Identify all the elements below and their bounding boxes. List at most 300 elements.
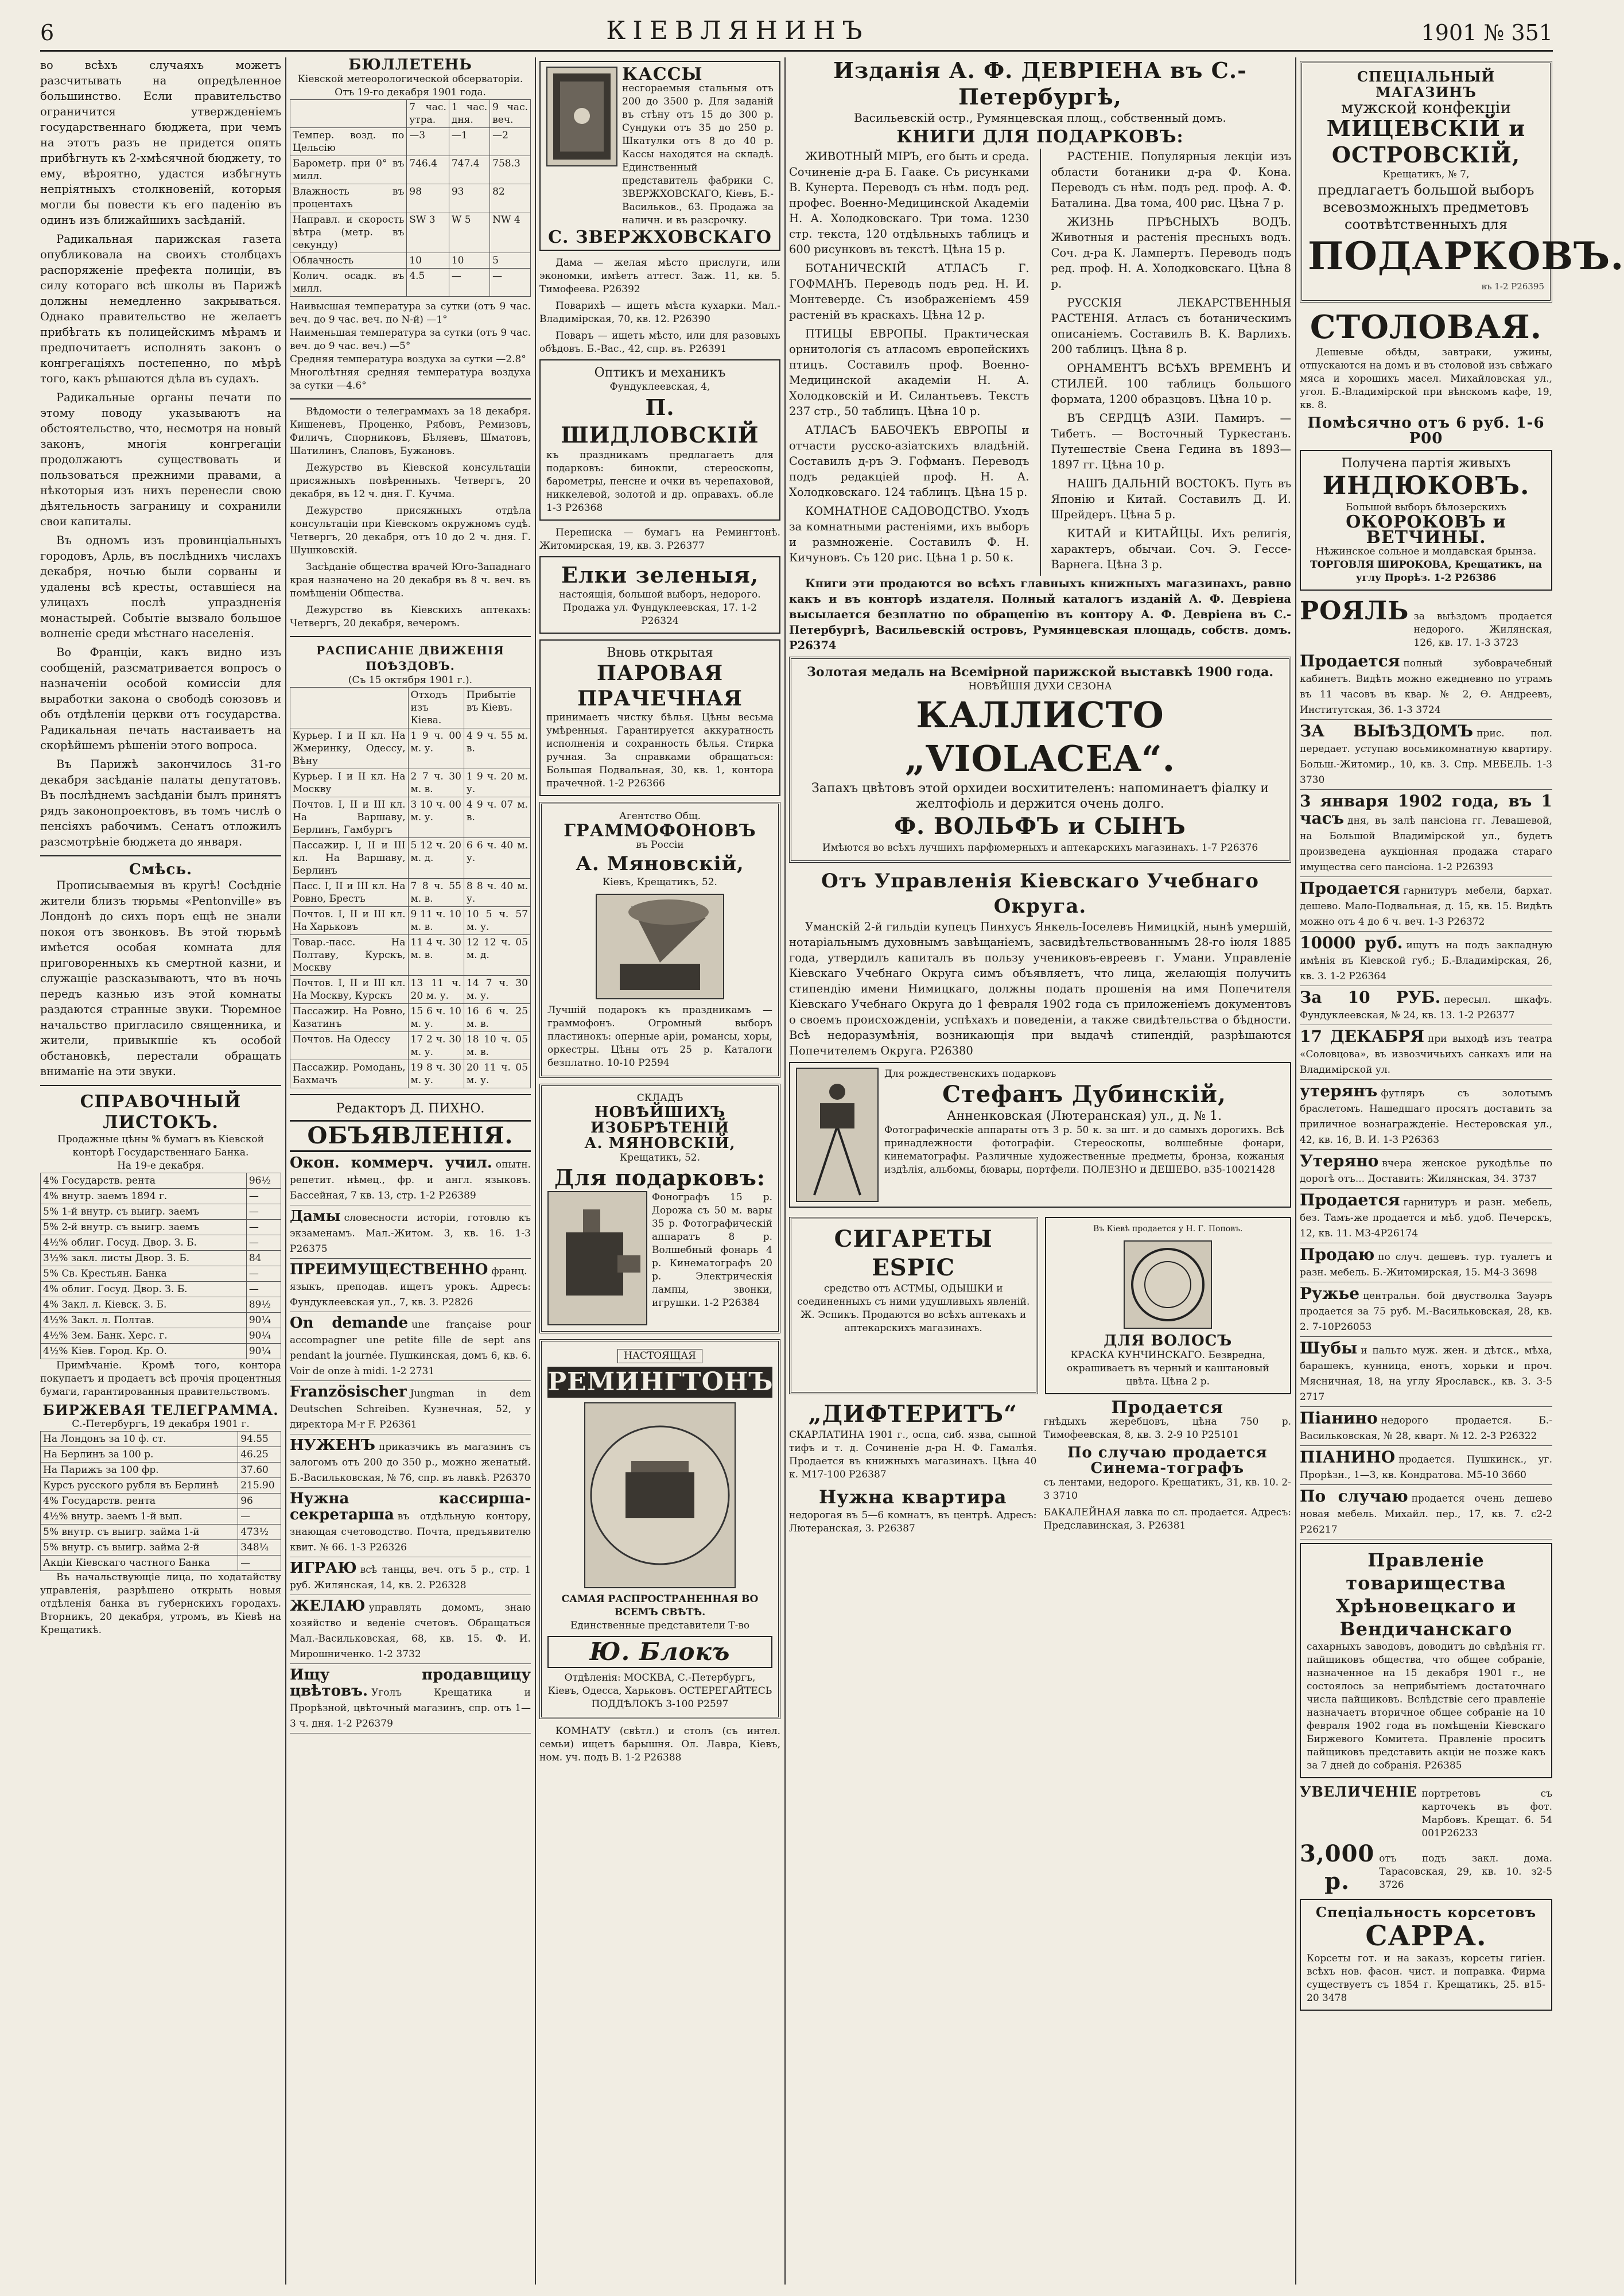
weather-parameter: Влажность въ процентахъ (290, 184, 407, 212)
quote-security: 5% 2-й внутр. съ выигр. заемъ (41, 1220, 247, 1235)
train-row (290, 769, 531, 797)
train-route: Товар.-пасс. На Полтаву, Курскъ, Москву (290, 935, 409, 976)
ad-remington-text: Единственные представители Т-во (570, 1620, 750, 1631)
classified-text: центральн. бой двустволка Зауэръ продается за 75 руб. М.-Васильковская, 28, кв. 2. 7-10P26053 (1300, 1290, 1552, 1333)
classified-text: приказчикъ въ магазинъ съ залогомъ отъ 200 до 350 р., можно женатый. Б.-Васильковская, № 76, спр. въ лавкѣ. P26370 (290, 1441, 531, 1484)
weather-row (290, 212, 531, 253)
classified-heading: Окон. коммерч. учил. (290, 1154, 492, 1172)
bulletin-heading: БЮЛЛЕТЕНЬ (348, 56, 472, 73)
train-route: Пасс. I, II и III кл. На Ровно, Брестъ (290, 879, 409, 907)
weather-col-header: 9 час. веч. (490, 100, 531, 128)
ad-canteen-text: Дешевые обѣды, завтраки, ужины, отпускаются на домъ и въ столовой изъ свѣжаго мяса и хорошихъ масел. Михайловская ул., угол. Б.-Владимірской при вѣнскомъ кафе, 19, кв. 8. (1300, 347, 1552, 411)
train-departure: 11 4 ч. 30 м. в. (408, 935, 464, 976)
column-1 (40, 57, 281, 2285)
quote-row (41, 1173, 281, 1189)
train-row (290, 1060, 531, 1088)
ad-menswear (1300, 61, 1624, 302)
classified-heading: Утеряно (1300, 1151, 1379, 1170)
devrien-footer: Книги эти продаются во всѣхъ главныхъ книжныхъ магазинахъ, равно какъ и въ конторѣ издателя. Полный каталогъ изданій А. Ф. Девріена высылается безплатно по обращенію въ контору А. Ф. Девріена въ С.-Петербургѣ, Васильевскій островъ, Румянцевская площадь, собств. домъ. P26374 (789, 577, 1291, 652)
column-4 (789, 57, 1291, 2285)
article-paragraph: Радикальные органы печати по этому поводу указываютъ на обстоятельство, что, несмотря на новый законъ, многія конгрегаціи продолжаютъ существовать и пользоваться прежними правами, а нѣкоторыя изъ нихъ перенесли свою дѣятельность заграницу и сохранили свои капиталы. (40, 391, 281, 528)
classified-ad (1300, 990, 1552, 1025)
book-entry: ЖИВОТНЫЙ МІРЪ, его быть и среда. Сочиненіе д-ра Б. Гааке. Съ рисунками В. Кунерта. Переводъ съ нѣм. подъ ред. профес. Военно-Медицинской Академіи Н. А. Холодковскаго. Три тома. 1230 стр. текста, 120 отдѣльныхъ таблицъ и 600 рисунковъ въ текстѣ. Цѣна 15 р. (789, 150, 1029, 256)
quotes-table (40, 1173, 281, 1359)
classified-ad (1300, 1488, 1552, 1539)
weather-note: Многолѣтняя средняя температура воздуха за сутки —4.6° (290, 367, 531, 391)
quote-price: — (246, 1235, 281, 1251)
ad-remington-sub: САМАЯ РАСПРОСТРАНЕННАЯ ВО ВСЕМЪ СВѢТѢ. (561, 1593, 759, 1618)
gramophone-illustration (596, 894, 724, 999)
telegram-value: 37.60 (238, 1463, 281, 1478)
weather-parameter: Колич. осадк. въ милл. (290, 269, 407, 297)
classified-heading: ЖЕЛАЮ (290, 1597, 366, 1615)
divider (40, 1085, 281, 1086)
ad-menswear-offer: предлагаетъ большой выборъ всевозможныхъ предметовъ соотвѣтственныхъ для (1318, 182, 1534, 232)
train-row (290, 728, 531, 769)
train-arrival: 10 5 ч. 57 м. у. (464, 907, 530, 935)
ad-cook-woman: Поварихѣ — ищетъ мѣста кухарки. Мал.-Владимірская, 70, кв. 12. P26390 (539, 300, 780, 325)
quote-price: — (246, 1189, 281, 1204)
quote-row (41, 1297, 281, 1313)
ad-gramophone (539, 802, 780, 1078)
article-paragraph: Во Франціи, какъ видно изъ сообщеній, разсматривается вопросъ о назначеніи особой комиссіи для выработки закона о свободѣ союзовъ и объ отдѣленіи церкви отъ государства. Радикальная печать настаиваетъ на скорѣйшемъ рѣшеніи этого вопроса. (40, 646, 281, 752)
telegram-row (41, 1432, 281, 1447)
train-departure: 3 10 ч. 00 м. у. (408, 797, 464, 838)
quote-row (41, 1204, 281, 1220)
train-schedule-subtitle: (Съ 15 октября 1901 г.). (348, 674, 473, 686)
ad-canteen-title: СТОЛОВАЯ. (1310, 308, 1543, 346)
divider (40, 855, 281, 856)
classified-ad (1300, 653, 1552, 720)
ad-horses-text: гнѣдыхъ жеребцовъ, цѣна 750 р. Тимофеевская, 8, кв. 3. 2-9 10 P25101 (1043, 1416, 1291, 1441)
classified-heading: ИГРАЮ (290, 1560, 357, 1577)
classified-heading: По случаю (1300, 1487, 1408, 1506)
telegram-row (41, 1494, 281, 1509)
misc-heading: Смѣсь. (129, 861, 193, 878)
ad-typing: Переписка — бумагъ на Ремингтонѣ. Житомирская, 19, кв. 3. P26377 (539, 527, 780, 552)
ad-trees-title: Елки зеленыя, (561, 562, 759, 588)
quote-price: 90¼ (246, 1313, 281, 1328)
column-rule (784, 57, 786, 2285)
ad-shirokov: ТОРГОВЛЯ ШИРОКОВА, Крещатикъ, на углу Прорѣз. 1-2 P26386 (1310, 559, 1542, 584)
ad-safes-text: несгораемыя стальныя отъ 200 до 3500 р. Для заданій въ стѣну отъ 15 до 300 р. Сундуки отъ 35 до 250 р. Шкатулки отъ 8 до 40 р. Кассы находятся на складѣ. Единственный представитель фабрики С. ЗВЕРЖХОВСКАГО, Кіевъ, Б.-Васильков., 63. Продажа за наличн. и въ разсрочку. (622, 83, 774, 226)
quote-security: 3½% закл. листы Двор. З. Б. (41, 1251, 247, 1266)
weather-value: NW 4 (490, 212, 531, 253)
classified-ad (1300, 793, 1552, 877)
classified-text: футляръ съ золотымъ браслетомъ. Нашедшаго просятъ доставить за приличное вознагражденіе. Нестеровская ул., 42, кв. 16, В. И. 1-3 P26363 (1300, 1088, 1552, 1146)
classified-heading: утерянъ (1300, 1081, 1378, 1100)
classified-text: всѣ танцы, веч. отъ 5 р., стр. 1 руб. Жилянская, 14, кв. 2. P26328 (290, 1564, 531, 1591)
weather-value: —1 (449, 128, 489, 156)
ad-menswear-run: въ 1-2 P26395 (1481, 281, 1544, 292)
classified-heading: 10000 руб. (1300, 933, 1403, 952)
train-route: Почтов. I, II и III кл. На Москву, Курскъ (290, 976, 409, 1004)
classified-heading: Ружье (1300, 1284, 1360, 1303)
telegram-value: 94.55 (238, 1432, 281, 1447)
train-arrival: 14 7 ч. 30 м. у. (464, 976, 530, 1004)
ad-safes-title: КАССЫ (622, 64, 703, 84)
column-rule (285, 57, 286, 2285)
classified-text: опытн. репетит. нѣмец., фр. и англ. языковъ. Бассейная, 7 кв. 13, стр. 1-2 P26389 (290, 1159, 531, 1201)
weather-parameter: Облачность (290, 253, 407, 269)
train-arrival: 1 9 ч. 20 м. у. (464, 769, 530, 797)
classified-text: словесности исторіи, готовлю къ экзаменамъ. Мал.-Житом. 3, кв. 16. 1-3 P26375 (290, 1212, 531, 1255)
notice-item: Вѣдомости о телеграммахъ за 18 декабря. Кишеневъ, Проценко, Рябовъ, Ремизовъ, Филичъ, Спорниковъ, Бѣляевъ, Шматовъ, Шатилинъ, Слаповъ, Бужановъ. (290, 406, 531, 457)
classified-text: дня, въ залѣ пансіона гг. Левашевой, на Большой Владимірской ул., будетъ произведена аукціонная продажа стараго имущества сего пансіона. 1-2 P26393 (1300, 815, 1552, 873)
divider (290, 1094, 531, 1095)
notice-item: Дежурство присяжныхъ отдѣла консультаціи при Кіевскомъ окружномъ судѣ. Четвергъ, 20 декабря, отъ 10 до 2 ч. дня. Г. Шушковскій. (290, 505, 531, 556)
article-paragraph: Въ Парижѣ закончилось 31-го декабря засѣданіе палаты депутатовъ. Въ послѣднемъ засѣданіи былъ принятъ рядъ законопроектовъ, въ томъ числѣ о пенсіяхъ рабочимъ. Сенатъ отложилъ разсмотрѣніе бюджета до января. (40, 758, 281, 848)
quote-row (41, 1266, 281, 1282)
ad-hams-title: ОКОРОКОВЪ и ВЕТЧИНЫ. (1346, 512, 1506, 548)
telegram-item: Акціи Кіевскаго частного Банка (41, 1556, 238, 1571)
quote-security: 4½% Зем. Банк. Херс. г. (41, 1328, 247, 1344)
train-col-header: Отходъ изъ Кіева. (408, 688, 464, 728)
classified-ad (1300, 1286, 1552, 1337)
train-row (290, 935, 531, 976)
weather-col-header: 1 час. дня. (449, 100, 489, 128)
telegram-row (41, 1509, 281, 1525)
ad-optician-name: П. ШИДЛОВСКІЙ (561, 394, 759, 448)
telegram-date: С.-Петербургъ, 19 декабря 1901 г. (72, 1418, 250, 1430)
notice-item: Дежурство въ Кіевской консультаціи присяжныхъ повѣренныхъ. Четвергъ, 20 декабря, въ 12 ч. дня. Г. Кучма. (290, 462, 531, 500)
classified-text: по случ. дешевъ. тур. туалетъ и разн. мебель. Б.-Житомирская, 15. M4-3 3698 (1300, 1251, 1552, 1278)
train-arrival: 6 6 ч. 40 м. у. (464, 838, 530, 879)
book-entry: АТЛАСЪ БАБОЧЕКЪ ЕВРОПЫ и отчасти русско-азіатскихъ владѣній. Составилъ д-ръ Э. Гофманъ. Переводъ подъ редакціей проф. Н. А. Холодковскаго. 124 таблицъ. Цѣна 15 р. (789, 424, 1029, 499)
ad-gramophone-address: Кіевъ, Крещатикъ, 52. (603, 876, 717, 888)
quote-price: — (246, 1204, 281, 1220)
ad-corsets-text: Корсеты гот. и на заказъ, корсеты гигіен. всѣхъ нов. фасон. чист. и поправка. Фирма существуетъ съ 1854 г. Крещатикъ, 25. в15-20 3478 (1307, 1953, 1545, 2004)
ad-optician-lead: Оптикъ и механикъ (594, 366, 726, 380)
classified-ad (1300, 1247, 1552, 1282)
classified-heading: 17 ДЕКАБРЯ (1300, 1027, 1424, 1046)
train-arrival: 16 6 ч. 25 м. в. (464, 1004, 530, 1032)
telegram-row (41, 1478, 281, 1494)
train-arrival: 4 9 ч. 07 м. в. (464, 797, 530, 838)
quote-row (41, 1220, 281, 1235)
ad-remington (539, 1339, 780, 1719)
ad-safes (539, 61, 780, 251)
weather-parameter: Направл. и скорость вѣтра (метр. въ секунду) (290, 212, 407, 253)
quote-row (41, 1235, 281, 1251)
ad-diphtheria-text: СКАРЛАТИНА 1901 г., оспа, сиб. язва, сыпной тифъ и т. д. Сочиненіе д-ра Н. Ф. Гамалѣя. Продается въ книжныхъ магазинахъ. Цѣна 40 к. M17-100 P26387 (789, 1429, 1037, 1480)
classified-ad (1300, 723, 1552, 790)
ad-remington-footer: Отдѣленія: МОСКВА, С.-Петербургъ, Кіевъ, Одесса, Харьковъ. ОСТЕРЕГАЙТЕСЬ ПОДДѢЛОКЪ 3-100 P2597 (547, 1672, 772, 1710)
classified-ad (290, 1438, 531, 1488)
reference-subtitle: Продажные цѣны % бумагъ въ Кіевской конторѣ Государственнаго Банка. (57, 1134, 264, 1158)
reference-date: На 19-е декабря. (117, 1160, 204, 1172)
quote-price: 90¼ (246, 1328, 281, 1344)
classified-text: прис. пол. передает. уступаю восьмикомнатную квартиру. Больш.-Житомир., 10, кв. 3. Спр. МЕБЕЛЬ. 1-3 3730 (1300, 728, 1553, 786)
train-departure: 1 9 ч. 00 м. у. (408, 728, 464, 769)
classified-heading: Дамы (290, 1208, 341, 1225)
book-entry: РАСТЕНІЕ. Популярныя лекціи изъ области ботаники д-ра Ф. Кона. Переводъ съ нѣм. подъ ред. проф. А. Ф. Баталина. Два тома, 400 рис. Цѣна 7 р. (1051, 150, 1291, 210)
ad-canteen-price: Помѣсячно отъ 6 руб. 1-6 P00 (1307, 414, 1545, 447)
classified-text: управлять домомъ, знаю хозяйство и веденіе счетовъ. Обращаться Мал.-Васильковская, 68, кв. 15. Ф. И. Мирошниченко. 1-2 3732 (290, 1602, 531, 1660)
classified-text: при выходѣ изъ театра «Соловцова», въ извозчичьихъ санкахъ или на Владимірской ул. (1300, 1033, 1552, 1076)
ad-corsets-lead: Спеціальность корсетовъ (1315, 1904, 1537, 1921)
ad-cigarettes-title: СИГАРЕТЫ ESPIC (834, 1225, 993, 1281)
train-route: Курьер. I и II кл. На Москву (290, 769, 409, 797)
closing-paragraph: Въ начальствующіе лица, по ходатайству управленія, разрѣшено открыть новыя отдѣленія банка въ губернскихъ городахъ. Вторникъ, 20 декабря, утромъ, въ Кіевѣ на Крещатикѣ. (40, 1572, 281, 1636)
telegram-value: — (238, 1556, 281, 1571)
column-rule (535, 57, 536, 2285)
column-3 (539, 57, 780, 2285)
ad-gramophone-title: ГРАММОФОНОВЪ (564, 821, 756, 841)
quote-row (41, 1328, 281, 1344)
classified-ad (1300, 1029, 1552, 1080)
weather-value: 747.4 (449, 156, 489, 184)
classified-heading: Нужна кассирша-секретарша (290, 1490, 531, 1523)
classified-heading: НУЖЕНЪ (290, 1437, 376, 1454)
train-departure: 9 11 ч. 10 м. в. (408, 907, 464, 935)
train-departure: 5 12 ч. 20 м. д. (408, 838, 464, 879)
ad-gramophone-lead: Агентство Общ. (619, 810, 701, 822)
weather-value: —3 (407, 128, 449, 156)
weather-value: W 5 (449, 212, 489, 253)
reference-heading: СПРАВОЧНЫЙ ЛИСТОКЪ. (80, 1092, 242, 1133)
classified-ad (290, 1599, 531, 1664)
weather-value: 10 (407, 253, 449, 269)
ad-turkeys-text: Большой выборъ бѣлозерскихъ (1346, 502, 1506, 513)
running-head (40, 16, 1553, 52)
classified-heading: Ищу продавщицу цвѣтовъ. (290, 1666, 531, 1700)
weather-value: 5 (490, 253, 531, 269)
train-departure: 15 6 ч. 10 м. у. (408, 1004, 464, 1032)
classified-heading: ПРЕИМУЩЕСТВЕННО (290, 1261, 488, 1278)
column-2 (290, 57, 531, 2285)
ad-diphtheria-title: „ДИФТЕРИТЪ“ (808, 1401, 1017, 1428)
ad-flat-title: Нужна квартира (819, 1486, 1007, 1508)
ad-inventions-sub: Для подарковъ: (554, 1165, 766, 1190)
ad-cigarettes-text: средство отъ АСТМЫ, ОДЫШКИ и соединенныхъ съ ними удушливыхъ явленій. Ж. Эспикъ. Продаются во всѣхъ аптекахъ и аптекарскихъ магазинахъ. (797, 1283, 1030, 1334)
telegram-value: 96 (238, 1494, 281, 1509)
classified-ad (1300, 1153, 1552, 1189)
ad-turkeys-text2: Нѣжинское сольное и молдавская брынза. (1315, 546, 1537, 557)
train-departure: 17 2 ч. 30 м. у. (408, 1032, 464, 1060)
notice-item: Дежурство въ Кіевскихъ аптекахъ: Четвергъ, 20 декабря, вечеромъ. (290, 604, 531, 629)
train-departure: 7 8 ч. 55 м. в. (408, 879, 464, 907)
book-entry: КИТАЙ и КИТАЙЦЫ. Ихъ религія, характеръ, обычаи. Соч. Э. Гессе-Варнега. Цѣна 3 р. (1051, 527, 1291, 571)
telegram-row (41, 1463, 281, 1478)
classified-text: полный зубоврачебный кабинетъ. Видѣть можно ежедневно по утрамъ въ 11 часовъ въ квар. № 2, Ѳ. Андреевъ, Институтская, 36. 1-3 3724 (1300, 658, 1552, 716)
classified-ad (1300, 935, 1552, 986)
ad-christmas-trees (539, 556, 780, 634)
train-arrival: 12 12 ч. 05 м. д. (464, 935, 530, 976)
ad-cigarettes (789, 1217, 1038, 1394)
ad-inventions (539, 1084, 780, 1333)
quote-row (41, 1189, 281, 1204)
quote-row (41, 1282, 281, 1297)
ad-laundry-text: принимаетъ чистку бѣлья. Цѣны весьма умѣренныя. Гарантируется аккуратность исполненія и сохранность бѣлья. Стирка ручная. За справками обращаться: Большая Подвальная, 30, кв. 1, контора прачечной. 1-2 P26366 (546, 712, 774, 789)
ad-perfume-title: КАЛЛИСТО „VIOLACEA“. (904, 694, 1176, 779)
classified-ad (1300, 1083, 1552, 1150)
classified-ad (290, 1667, 531, 1733)
ad-hair-dye-title: ДЛЯ ВОЛОСЪ (1104, 1332, 1233, 1349)
classified-text: и пальто муж. жен. и дѣтск., мѣха, барашекъ, кунница, енотъ, хорьки и проч. Мясничная, 18, на углу Ярославск., кв. 3. 3-5 2717 (1300, 1345, 1552, 1403)
classified-heading: 3 января 1902 года, въ 1 часъ (1300, 792, 1552, 828)
district-notice-heading: Отъ Управленія Кіевскаго Учебнаго Округа. (821, 870, 1259, 918)
classified-heading: Französischer (290, 1383, 407, 1401)
ad-enlargement-text: портретовъ съ карточекъ въ фот. Марбовъ. Крещат. 6. 54 001P26233 (1421, 1788, 1552, 1839)
devrien-address: Васильевскій остр., Румянцевская площ., собственный домъ. (854, 111, 1226, 125)
ad-cook: Поваръ — ищетъ мѣсто, или для разовыхъ обѣдовъ. Б.-Вас., 42, спр. въ. P26391 (539, 330, 780, 355)
telegram-item: Курсъ русского рубля въ Берлинѣ (41, 1478, 238, 1494)
ad-inventions-lead: СКЛАДЪ (636, 1092, 683, 1104)
ad-perfume-sub: НОВѢЙШІЯ ДУХИ СЕЗОНА (968, 681, 1112, 692)
classified-text: гарнитуръ мебели, бархат. дешево. Мало-Подвальная, д. 15, кв. 15. Видѣть можно отъ 4 до 6 ч. веч. 1-3 P26372 (1300, 885, 1552, 928)
telegram-value: — (238, 1509, 281, 1525)
ad-sugar-board (1300, 1543, 1552, 1778)
train-departure: 19 8 ч. 30 м. у. (408, 1060, 464, 1088)
classified-heading: Піанино (1300, 1409, 1378, 1428)
telegram-row (41, 1556, 281, 1571)
train-col-header: Прибытіе въ Кіевъ. (464, 688, 530, 728)
devrien-subheading: КНИГИ ДЛЯ ПОДАРКОВЪ: (896, 127, 1184, 147)
book-entry: БОТАНИЧЕСКІЙ АТЛАСЪ Г. ГОФМАНЪ. Переводъ подъ ред. Н. И. Монтеверде. Съ изображеніемъ 459 растеній въ краскахъ. Цѣна 12 р. (789, 262, 1029, 321)
train-route: Пассажир. Ромодань, Бахмачъ (290, 1060, 409, 1088)
article-paragraph: Въ одномъ изъ провинціальныхъ городовъ, Арль, въ послѣднихъ числахъ декабря, ночью были сорваны и удалены всѣ кресты, оставшіеся на улицахъ послѣ упраздненія монастырей. Событіе вызвало большое волненіе среди мѣстнаго населенія. (40, 534, 281, 640)
ad-turkeys-lead: Получена партія живыхъ (1341, 456, 1511, 471)
ad-dubinsky-name: Стефанъ Дубинскій, (942, 1081, 1226, 1108)
hair-dye-emblem (1124, 1240, 1212, 1329)
ad-inventions-name: А. МЯНОВСКІЙ, (584, 1135, 736, 1152)
weather-value: 746.4 (407, 156, 449, 184)
train-route: Пассажир. На Ровно, Казатинъ (290, 1004, 409, 1032)
ad-dubinsky (789, 1062, 1291, 1208)
weather-note: Наименьшая температура за сутки (отъ 9 час. веч. до 9 час. веч.) —5° (290, 327, 531, 352)
projector-illustration (547, 1191, 647, 1325)
train-row (290, 1004, 531, 1032)
telegram-item: 5% внутр. съ выигр. займа 2-й (41, 1540, 238, 1556)
weather-value: 4.5 (407, 269, 449, 297)
ad-dubinsky-text: Фотографическіе аппараты отъ 3 р. 50 к. за шт. и до самыхъ дорогихъ. Всѣ принадлежности фотографіи. Стереоскопы, волшебные фонари, кинематографы. Различные художественные предметы, бронза, кожаныя издѣлія, альбомы, бювары, портфели. ПОЛЕЗНО и ДЕШЕВО. в35-10021428 (884, 1124, 1284, 1176)
col5-ads-list (1300, 653, 1552, 1539)
telegram-value: 348¼ (238, 1540, 281, 1556)
weather-parameter: Темпер. возд. по Цельсію (290, 128, 407, 156)
quote-security: 4% Закл. л. Кіевск. З. Б. (41, 1297, 247, 1313)
telegram-row (41, 1540, 281, 1556)
ad-menswear-sub: мужской конфекціи (1341, 98, 1512, 117)
ad-perfume-maker: Ф. ВОЛЬФЪ и СЫНЪ (894, 813, 1186, 840)
train-row (290, 797, 531, 838)
classified-text: продается очень дешево новая мебель. Михайл. пер., 17, кв. 7. с2-2 P26217 (1300, 1493, 1552, 1535)
column-5 (1300, 57, 1624, 2285)
quote-security: 4% облиг. Госуд. Двор. З. Б. (41, 1282, 247, 1297)
classified-ad (290, 1262, 531, 1312)
classified-text: въ отдѣльную контору, знающая счетоводство. Почта, предъявителю квит. № 66. 1-3 P26326 (290, 1511, 531, 1553)
quote-price: — (246, 1266, 281, 1282)
quote-price: — (246, 1282, 281, 1297)
classified-heading: Продается (1300, 879, 1400, 898)
classified-text: продается. Пушкинск., уг. Прорѣзн., 1—3, кв. Кондратова. M5-10 3660 (1300, 1454, 1552, 1481)
ad-horses-title: Продается (1111, 1398, 1224, 1418)
weather-row (290, 128, 531, 156)
train-departure: 2 7 ч. 30 м. в. (408, 769, 464, 797)
ad-remington-lead: НАСТОЯЩАЯ (617, 1349, 702, 1363)
typewriter-illustration (584, 1402, 736, 1588)
weather-note: Наивысшая температура за сутки (отъ 9 час. веч. до 9 час. веч. по N-й) —1° (290, 301, 531, 325)
newspaper-title: КIЕВЛЯНИНЪ (606, 16, 869, 45)
train-route: Курьер. I и II кл. На Жмеринку, Одессу, Вѣну (290, 728, 409, 769)
telegram-heading: БИРЖЕВАЯ ТЕЛЕГРАММА. (42, 1402, 279, 1418)
ad-sugar-text: сахарныхъ заводовъ, доводитъ до свѣдѣнія гг. пайщиковъ общества, что общее собраніе, назначенное на 15 декабря 1901 г., не состоялось за неприбытіемъ достаточнаго числа пайщиковъ. Вслѣдствіе сего правленіе назначаетъ вторичное общее собраніе на 10 февраля 1902 года въ помѣщеніи Кіевскаго Биржевого Комитета. Правленіе проситъ пайщиковъ представить акціи не позже какъ за 7 дней до собранія. P26385 (1307, 1641, 1545, 1771)
ad-menswear-address: Крещатикъ, № 7, (1382, 169, 1470, 180)
train-departure: 13 11 ч. 20 м. у. (408, 976, 464, 1004)
train-arrival: 20 11 ч. 05 м. у. (464, 1060, 530, 1088)
train-col-header (290, 688, 409, 728)
quote-price: 90¼ (246, 1344, 281, 1359)
telegram-row (41, 1525, 281, 1540)
weather-col-header (290, 100, 407, 128)
telegram-value: 215.90 (238, 1478, 281, 1494)
classified-ad (1300, 1449, 1552, 1485)
ad-menswear-name: МИЦЕВСКІЙ и ОСТРОВСКІЙ, (1326, 115, 1526, 168)
ad-loan-amount: 3,000 р. (1300, 1840, 1375, 1895)
ad-menswear-big: ПОДАРКОВЪ. (1308, 234, 1624, 278)
ad-perfume (789, 657, 1291, 863)
classified-heading: ЗА ВЫѢЗДОМЪ (1300, 722, 1474, 740)
train-row (290, 907, 531, 935)
devrien-book-list (789, 149, 1291, 576)
ad-lady: Дама — желая мѣсто прислуги, или экономки, имѣетъ аттест. Заж. 11, кв. 5. Тимофеева. P26392 (539, 257, 780, 295)
telegram-row (41, 1447, 281, 1463)
telegram-item: На Парижъ за 100 фр. (41, 1463, 238, 1478)
quote-security: 4½% Закл. л. Полтав. (41, 1313, 247, 1328)
ad-gramophone-text: Лучшій подарокъ къ праздникамъ — граммофонъ. Огромный выборъ пластинокъ: оперные арiи, романсы, хоры, оркестры. Цѣны отъ 25 р. Каталоги безплатно. 10-10 P2594 (547, 1004, 772, 1069)
classified-ad (290, 1491, 531, 1557)
ad-hair-dye-side: Въ Кіевѣ продается у Н. Г. Поповъ. (1093, 1224, 1243, 1234)
train-schedule-heading: РАСПИСАНІЕ ДВИЖЕНІЯ ПОѢЗДОВЪ. (316, 643, 504, 673)
ad-perfume-text: Запахъ цвѣтовъ этой орхидеи восхитителенъ: напоминаетъ фіалку и желтофіоль и держится очень долго. (811, 781, 1269, 811)
classified-ad (1300, 1410, 1552, 1446)
telegram-item: На Берлинъ за 100 р. (41, 1447, 238, 1463)
classified-heading: Продается (1300, 651, 1400, 670)
weather-value: 758.3 (490, 156, 531, 184)
article-paragraph: Радикальная парижская газета опубликовала на своихъ столбцахъ распоряженіе префекта полиціи, въ силу котораго всѣ школы въ Парижѣ должны немедленно закрываться. Однако правительство не желаетъ прибѣгать къ полицейскимъ мѣрамъ и предпочитаетъ исполнять законъ о конгрегаціяхъ постепенно, по мѣрѣ того, какъ рѣшаются дѣла въ судахъ. (40, 232, 281, 385)
ad-laundry-lead: Вновь открытая (607, 646, 713, 660)
book-entry: ВЪ СЕРДЦѢ АЗІИ. Памиръ. — Тибетъ. — Восточный Туркестанъ. Путешествіе Свена Гедина въ 1893—1897 гг. Цѣна 10 р. (1051, 412, 1291, 471)
weather-col-header: 7 час. утра. (407, 100, 449, 128)
ad-inventions-text: Фонографъ 15 р. Дорожа съ 50 м. вары 35 р. Фотографическій аппаратъ 8 р. Волшебный фонарь 4 р. Кинематографъ 20 р. Электрическія лампы, звонки, игрушки. 1-2 P26384 (652, 1192, 772, 1309)
ad-turkeys (1300, 450, 1552, 591)
quote-row (41, 1313, 281, 1328)
book-entry: ОРНАМЕНТЪ ВСѢХЪ ВРЕМЕНЪ И СТИЛЕЙ. 100 таблицъ большого формата, 1200 образцовъ. Цѣна 10 р. (1051, 362, 1291, 406)
misc-paragraph: Прописываемыя въ кругѣ! Сосѣдніе жители близъ тюрьмы «Pentonville» въ Лондонѣ до сихъ поръ ещѣ не знали покоя отъ звонковъ. Въ этой тюрьмѣ имѣется особая комната для приговоренныхъ къ смертной казни, и служащіе разсказываютъ, что въ ночь передъ казнью изъ этой комнаты раздаются странные звуки. Тюремное начальство пригласило священника, и жители, привыкшіе къ особой обстановкѣ, перестали обращать вниманіе на эти звуки. (40, 879, 281, 1078)
announcements-heading: ОБЪЯВЛЕНІЯ. (290, 1120, 531, 1152)
telegram-value: 46.25 (238, 1447, 281, 1463)
quote-row (41, 1344, 281, 1359)
ad-optician (539, 359, 780, 521)
ad-remington-maker: Ю. Блокъ (547, 1636, 772, 1668)
classified-text: ищутъ на подъ закладную имѣнія въ Кіевской губ.; Б.-Владимірская, 26, кв. 3. 1-2 P26364 (1300, 940, 1552, 982)
quote-security: 5% Св. Крестьян. Банка (41, 1266, 247, 1282)
weather-value: —2 (490, 128, 531, 156)
classified-text: недорого продается. Б.-Васильковская, № 28, кварт. № 12. 2-3 P26322 (1300, 1415, 1552, 1442)
ad-remington-title: РЕМИНГТОНЪ (547, 1367, 774, 1397)
classified-ad (290, 1155, 531, 1205)
train-route: Почтов. На Одессу (290, 1032, 409, 1060)
quote-price: 96½ (246, 1173, 281, 1189)
ad-hair-dye (1045, 1217, 1292, 1394)
ad-sugar-title: Правленіе товарищества Хрѣновецкаго и Вендичанскаго (1335, 1549, 1517, 1640)
ad-optician-address: Фундуклеевская, 4, (609, 381, 710, 393)
ad-optician-text: къ праздникамъ предлагаетъ для подарковъ: бинокли, стереоскопы, барометры, пенсне и очки въ черепаховой, никкелевой, золотой и др. оправахъ. об.ле 1-3 P26368 (546, 449, 774, 514)
issue-number: 1901 № 351 (1421, 20, 1553, 45)
ad-gramophone-sub: въ Россіи (636, 839, 684, 851)
classified-ad (290, 1316, 531, 1381)
divider (290, 636, 531, 637)
